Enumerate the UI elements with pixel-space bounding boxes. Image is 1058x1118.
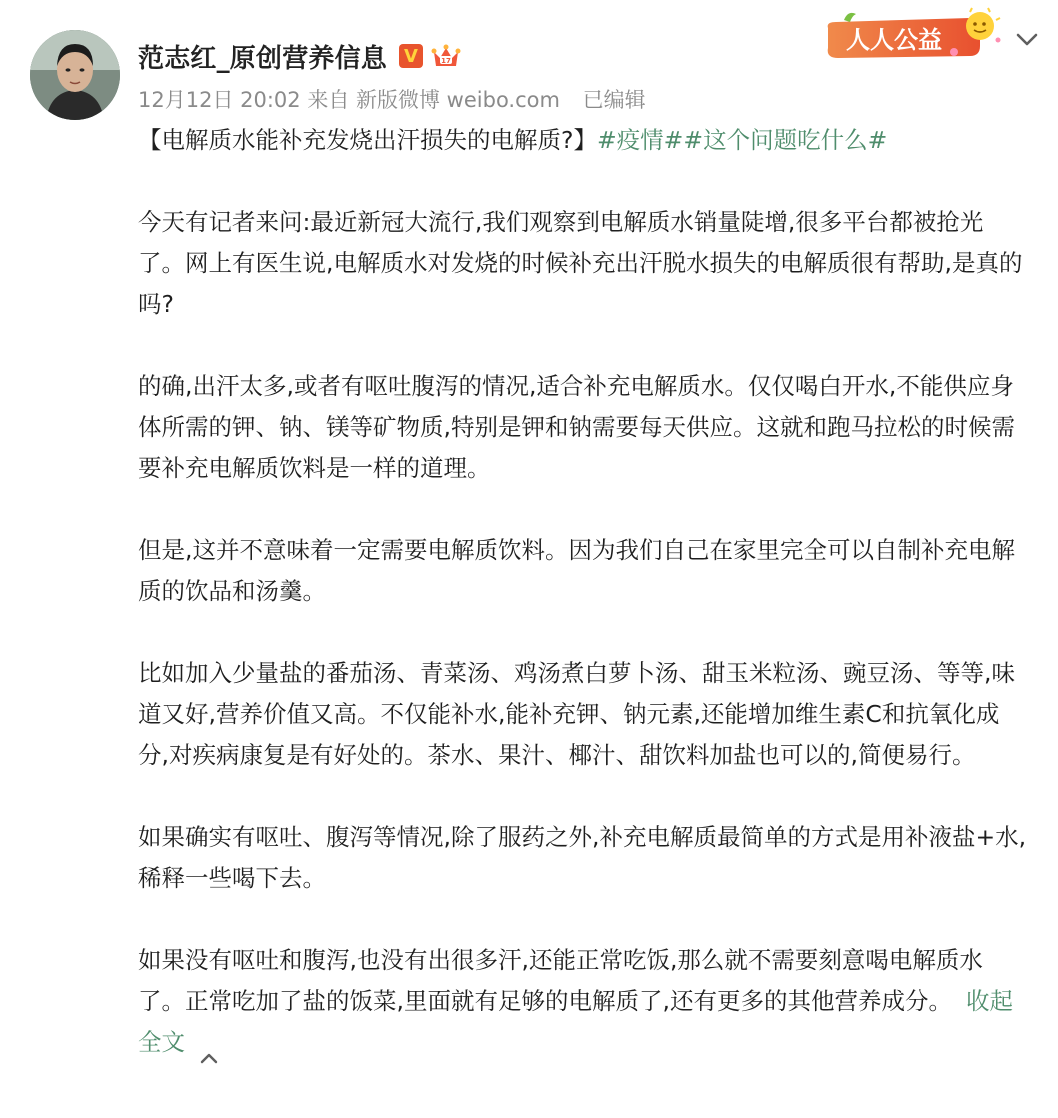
post-title-line (138, 120, 1028, 161)
charity-badge[interactable] (820, 6, 1006, 66)
paragraph: 的确,出汗太多,或者有呕吐腹泻的情况,适合补充电解质水。仅仅喝白开水,不能供应身体所需的钾、钠、镁等矿物质,特别是钾和钠需要每天供应。这就和跑马拉松的时候需要补充电解质饮料是一样的道理。 (138, 372, 1015, 482)
post-time[interactable]: 12月12日 20:02 (138, 88, 301, 112)
collapse-full-text-link[interactable]: 收起全文 (138, 987, 1013, 1056)
paragraph: 但是,这并不意味着一定需要电解质饮料。因为我们自己在家里完全可以自制补充电解质的饮品和汤羹。 (138, 536, 1015, 605)
edited-label[interactable]: 已编辑 (582, 88, 646, 112)
hashtag-link[interactable]: #这个问题吃什么# (683, 126, 888, 154)
charity-badge-text: 人人公益 (846, 26, 942, 54)
post-source[interactable]: 来自 新版微博 weibo.com (307, 88, 560, 112)
paragraph: 比如加入少量盐的番茄汤、青菜汤、鸡汤煮白萝卜汤、甜玉米粒汤、豌豆汤、等等,味道又好,营养价值又高。不仅能补水,能补充钾、钠元素,还能增加维生素C和抗氧化成分,对疾病康复是有好处的。茶水、果汁、椰汁、甜饮料加盐也可以的,简便易行。 (138, 659, 1015, 769)
paragraph: 如果确实有呕吐、腹泻等情况,除了服药之外,补充电解质最简单的方式是用补液盐+水,稀释一些喝下去。 (138, 823, 1027, 892)
post-title: 【电解质水能补充发烧出汗损失的电解质?】 (138, 126, 597, 154)
last-paragraph (138, 940, 1028, 1063)
post-meta (138, 84, 646, 114)
chevron-down-icon[interactable] (1014, 28, 1040, 50)
post-content (138, 120, 1028, 1104)
username[interactable]: 范志红_原创营养信息 (138, 43, 388, 74)
fan-crown-icon[interactable] (431, 42, 461, 70)
verified-v-icon[interactable]: V (399, 44, 423, 68)
hashtag-link[interactable]: #疫情# (596, 126, 684, 154)
post-header (138, 36, 461, 76)
caret-up-icon[interactable] (199, 1037, 219, 1051)
paragraph: 如果没有呕吐和腹泻,也没有出很多汗,还能正常吃饭,那么就不需要刻意喝电解质水了。正常吃加了盐的饭菜,里面就有足够的电解质了,还有更多的其他营养成分。 (138, 946, 983, 1015)
svg-text:17: 17 (441, 57, 451, 65)
paragraph: 今天有记者来问:最近新冠大流行,我们观察到电解质水销量陡增,很多平台都被抢光了。网上有医生说,电解质水对发烧的时候补充出汗脱水损失的电解质很有帮助,是真的吗? (138, 208, 1023, 318)
avatar[interactable] (30, 30, 120, 120)
